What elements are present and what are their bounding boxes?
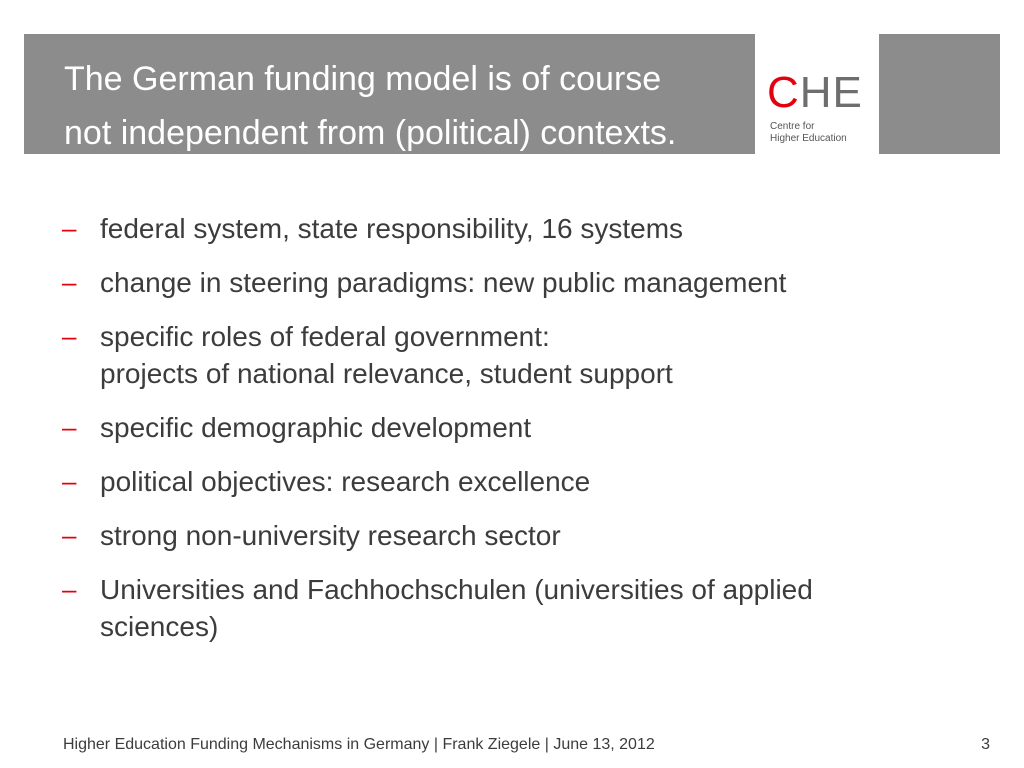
bullet-item: [62, 210, 942, 247]
logo-letter-c: C: [767, 68, 800, 117]
bullet-item: [62, 264, 942, 301]
bullet-text: change in steering paradigms: new public management: [100, 267, 787, 298]
bullet-dash: –: [62, 213, 77, 243]
logo-letters-he: HE: [799, 68, 863, 117]
bullet-text: specific roles of federal government:: [100, 321, 550, 352]
bullet-text: federal system, state responsibility, 16 systems: [100, 213, 684, 244]
slide-title: [64, 52, 676, 160]
bullet-list: [62, 210, 942, 662]
bullet-dash: –: [62, 520, 77, 550]
bullet-item: [62, 409, 942, 446]
bullet-text: strong non-university research sector: [100, 520, 561, 551]
page-number: 3: [981, 736, 990, 753]
bullet-item: [62, 318, 942, 392]
logo-wordmark: [767, 68, 863, 117]
bullet-text-continuation: projects of national relevance, student support: [100, 358, 673, 389]
logo-subtitle-line-2: Higher Education: [770, 133, 847, 144]
bullet-text: specific demographic development: [100, 412, 532, 443]
title-line-1: The German funding model is of course: [64, 60, 662, 98]
logo-subtitle-line-1: Centre for: [770, 121, 815, 132]
title-band: [24, 34, 755, 154]
decorative-band-right: [879, 34, 1000, 154]
bullet-text-continuation: sciences): [100, 611, 219, 642]
bullet-text: political objectives: research excellence: [100, 466, 591, 497]
logo-subtitle: [770, 121, 847, 145]
bullet-dash: –: [62, 412, 77, 442]
footer-text: Higher Education Funding Mechanisms in Germany | Frank Ziegele | June 13, 2012: [63, 736, 655, 753]
bullet-dash: –: [62, 574, 77, 604]
bullet-item: [62, 571, 942, 645]
bullet-dash: –: [62, 321, 77, 351]
bullet-dash: –: [62, 466, 77, 496]
title-line-2: not independent from (political) contexts.: [64, 114, 677, 152]
bullet-text: Universities and Fachhochschulen (universities of applied: [100, 574, 813, 605]
che-logo: [755, 34, 879, 154]
bullet-item: [62, 463, 942, 500]
bullet-dash: –: [62, 267, 77, 297]
bullet-item: [62, 517, 942, 554]
